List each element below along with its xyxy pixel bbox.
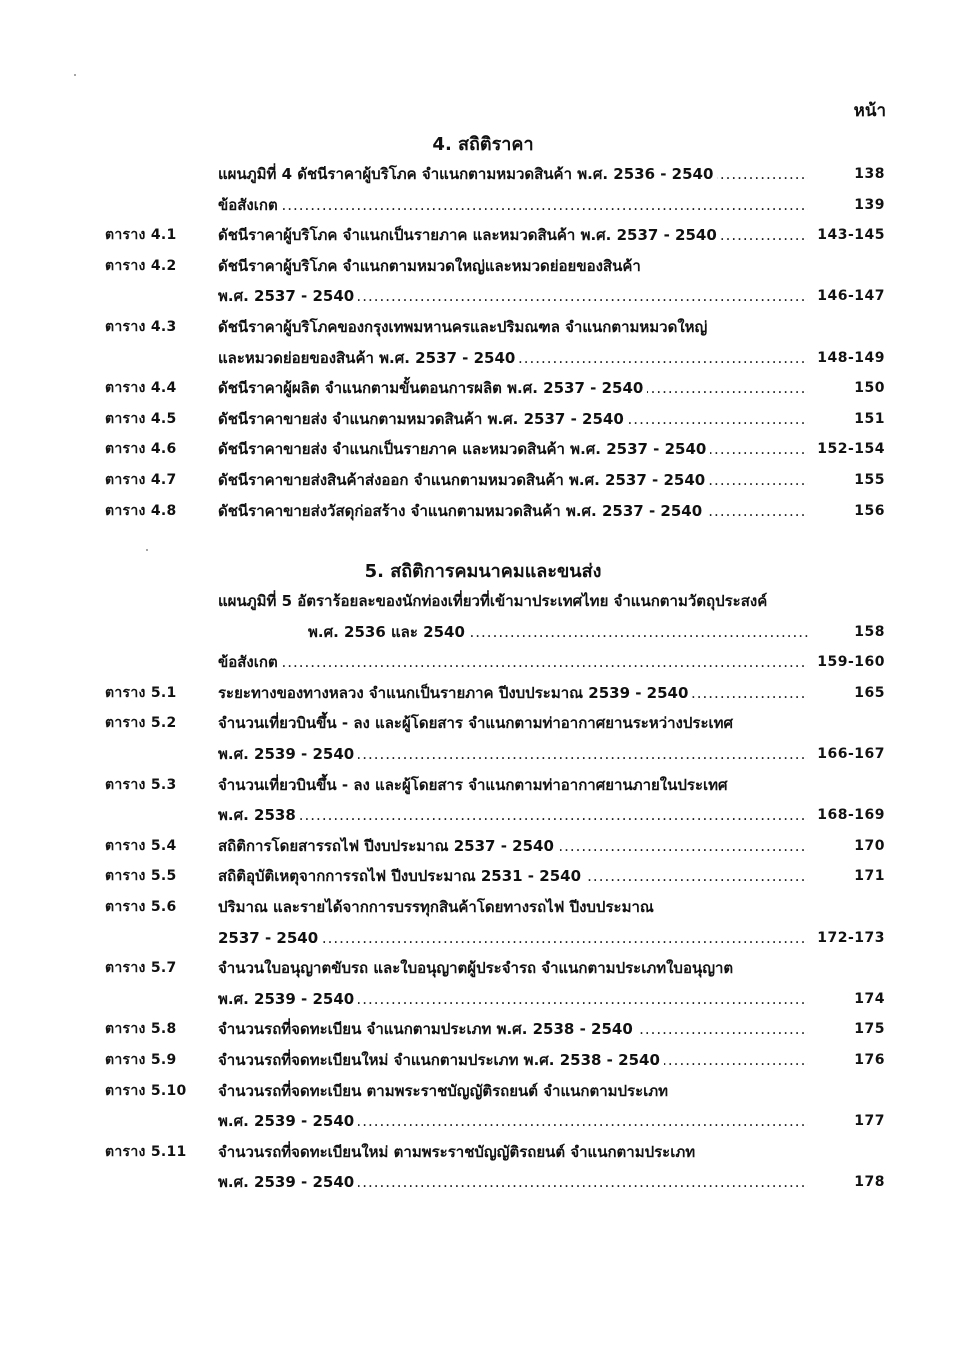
entry-title-text: จำนวนเที่ยวบินขึ้น - ลง และผู้โดยสาร จำแนกตามท่าอากาศยานระหว่างประเทศ xyxy=(218,714,737,732)
entry-title-text: พ.ศ. 2539 - 2540 xyxy=(218,1112,358,1130)
table-number: ตาราง 5.6 xyxy=(105,899,177,915)
entry-title xyxy=(218,742,808,766)
page-number: 150 xyxy=(854,380,885,397)
toc-entry-line xyxy=(0,254,966,278)
entry-title xyxy=(218,1140,808,1164)
entry-title-text: ปริมาณ และรายได้จากการบรรทุกสินค้าโดยทางรถไฟ ปีงบประมาณ xyxy=(218,898,658,916)
toc-entry-line xyxy=(0,711,966,735)
entry-title xyxy=(218,254,808,278)
page-number: 159-160 xyxy=(817,654,885,671)
toc-entry-line xyxy=(0,162,966,186)
table-number: ตาราง 4.6 xyxy=(105,441,177,458)
entry-title xyxy=(218,834,808,858)
toc-entry-line xyxy=(0,407,966,431)
page-number: 176 xyxy=(854,1052,885,1068)
entry-title-text: ดัชนีราคาผู้ผลิต จำแนกตามขั้นตอนการผลิต พ.ศ. 2537 - 2540 xyxy=(218,379,647,397)
entry-title xyxy=(218,895,808,919)
toc-entry-line xyxy=(0,223,966,247)
toc-entry-line xyxy=(0,1079,966,1103)
entry-title xyxy=(218,773,808,797)
table-number: ตาราง 5.2 xyxy=(105,715,177,732)
entry-title xyxy=(218,499,808,523)
page-number: 175 xyxy=(854,1021,885,1038)
table-number: ตาราง 5.8 xyxy=(105,1021,177,1038)
table-number: ตาราง 5.11 xyxy=(105,1143,187,1160)
toc-entry-line xyxy=(0,987,966,1011)
toc-entry-line xyxy=(0,1140,966,1164)
toc-entry-line xyxy=(0,620,966,644)
toc-entry-line xyxy=(0,193,966,217)
toc-entry-line xyxy=(0,589,966,613)
toc-entry-line xyxy=(0,834,966,858)
page-number: 148-149 xyxy=(817,349,885,366)
toc-entry-line xyxy=(0,468,966,492)
toc-entry-line xyxy=(0,864,966,888)
page-number: 146-147 xyxy=(817,288,885,305)
toc-entry-line xyxy=(0,650,966,674)
entry-title xyxy=(218,223,808,247)
page-number: 174 xyxy=(854,990,885,1007)
entry-title-text: พ.ศ. 2539 - 2540 xyxy=(218,1173,358,1191)
table-number: ตาราง 4.8 xyxy=(105,502,177,519)
entry-title xyxy=(218,864,808,888)
entry-title-text: ข้อสังเกต xyxy=(218,653,282,671)
table-number: ตาราง 4.5 xyxy=(105,410,177,427)
entry-title xyxy=(218,987,808,1011)
toc-entry-line xyxy=(0,346,966,370)
scan-speck xyxy=(146,549,148,551)
table-number: ตาราง 5.4 xyxy=(105,837,177,854)
toc-entry-line xyxy=(0,499,966,523)
entry-title xyxy=(218,803,808,827)
toc-entry-line xyxy=(0,1109,966,1133)
toc-entry-line xyxy=(0,284,966,308)
entry-title xyxy=(218,346,808,370)
entry-title xyxy=(218,468,808,492)
entry-title-text: แผนภูมิที่ 5 อัตราร้อยละของนักท่องเที่ยวที่เข้ามาประเทศไทย จำแนกตามวัตถุประสงค์ xyxy=(218,592,771,610)
page-number: 172-173 xyxy=(817,929,885,946)
entry-title-text: ดัชนีราคาผู้บริโภคของกรุงเทพมหานครและปริมณฑล จำแนกตามหมวดใหญ่ xyxy=(218,318,711,336)
section-title: 5. สถิติการคมนาคมและขนส่ง xyxy=(364,561,602,582)
entry-title-text: พ.ศ. 2539 - 2540 xyxy=(218,990,358,1008)
toc-entry-line xyxy=(0,1048,966,1072)
entry-title-text: จำนวนรถที่จดทะเบียนใหม่ ตามพระราชบัญญัติรถยนต์ จำแนกตามประเภท xyxy=(218,1143,699,1161)
table-number: ตาราง 4.1 xyxy=(105,227,177,244)
page-number: 171 xyxy=(854,868,885,885)
toc-entry-line xyxy=(0,742,966,766)
entry-title xyxy=(218,650,808,674)
entry-title-text: ดัชนีราคาขายส่ง จำแนกเป็นรายภาค และหมวดสินค้า พ.ศ. 2537 - 2540 xyxy=(218,440,710,458)
toc-entry-line xyxy=(0,895,966,919)
entry-title xyxy=(218,956,808,980)
toc-entry-line xyxy=(0,437,966,461)
toc-entry-line xyxy=(0,956,966,980)
entry-title xyxy=(218,1048,808,1072)
entry-title xyxy=(218,315,808,339)
page-number: 139 xyxy=(854,196,885,213)
toc-entry-line xyxy=(0,315,966,339)
entry-title xyxy=(218,711,808,735)
entry-title-text: ดัชนีราคาขายส่ง จำแนกตามหมวดสินค้า พ.ศ. 2537 - 2540 xyxy=(218,410,628,428)
entry-title xyxy=(218,1079,808,1103)
table-number: ตาราง 5.5 xyxy=(105,868,177,885)
table-number: ตาราง 5.3 xyxy=(105,776,177,793)
entry-title-text: 2537 - 2540 xyxy=(218,929,322,947)
table-number: ตาราง 4.3 xyxy=(105,319,177,335)
toc-entry-line xyxy=(0,803,966,827)
entry-title-text: ข้อสังเกต xyxy=(218,196,282,214)
entry-title xyxy=(218,162,808,186)
entry-title xyxy=(218,284,808,308)
page-number: 168-169 xyxy=(817,807,885,824)
toc-entry-line xyxy=(0,773,966,797)
section-title: 4. สถิติราคา xyxy=(432,134,534,155)
toc-entry-line xyxy=(0,376,966,400)
entry-title xyxy=(218,926,808,950)
table-number: ตาราง 5.10 xyxy=(105,1082,187,1099)
entry-title xyxy=(218,193,808,217)
page-number: 143-145 xyxy=(817,227,885,244)
entry-title-text: จำนวนเที่ยวบินขึ้น - ลง และผู้โดยสาร จำแนกตามท่าอากาศยานภายในประเทศ xyxy=(218,776,732,794)
page-number: 166-167 xyxy=(817,746,885,762)
toc-entry-line xyxy=(0,681,966,705)
table-number: ตาราง 4.2 xyxy=(105,257,177,274)
entry-title-text: ดัชนีราคาผู้บริโภค จำแนกเป็นรายภาค และหมวดสินค้า พ.ศ. 2537 - 2540 xyxy=(218,226,721,244)
table-number: ตาราง 5.9 xyxy=(105,1052,177,1068)
entry-title-text: จำนวนรถที่จดทะเบียน ตามพระราชบัญญัติรถยนต์ จำแนกตามประเภท xyxy=(218,1082,672,1100)
entry-title xyxy=(218,437,808,461)
entry-title-text: จำนวนรถที่จดทะเบียนใหม่ จำแนกตามประเภท พ.ศ. 2538 - 2540 xyxy=(218,1051,664,1069)
entry-title xyxy=(218,407,808,431)
entry-title xyxy=(218,1109,808,1133)
entry-title-text: พ.ศ. 2539 - 2540 xyxy=(218,745,358,763)
page-number: 178 xyxy=(854,1174,885,1191)
page-number: 151 xyxy=(854,410,885,427)
page-number: 152-154 xyxy=(817,441,885,458)
page-number: 156 xyxy=(854,502,885,519)
entry-title xyxy=(218,1017,808,1041)
entry-title xyxy=(218,589,808,613)
page-number: 165 xyxy=(854,684,885,701)
page-number: 170 xyxy=(854,837,885,854)
page-column-label: หน้า xyxy=(853,101,886,121)
table-number: ตาราง 4.7 xyxy=(105,472,177,488)
entry-title-text: ดัชนีราคาขายส่งสินค้าส่งออก จำแนกตามหมวดสินค้า พ.ศ. 2537 - 2540 xyxy=(218,471,709,489)
entry-title-text: สถิติการโดยสารรถไฟ ปีงบประมาณ 2537 - 2540 xyxy=(218,837,558,855)
entry-title-text: พ.ศ. 2536 และ 2540 xyxy=(308,623,469,641)
table-number: ตาราง 5.1 xyxy=(105,684,177,701)
toc-entry-line xyxy=(0,1017,966,1041)
entry-title-text: และหมวดย่อยของสินค้า พ.ศ. 2537 - 2540 xyxy=(218,349,519,367)
entry-title-text: แผนภูมิที่ 4 ดัชนีราคาผู้บริโภค จำแนกตามหมวดสินค้า พ.ศ. 2536 - 2540 xyxy=(218,165,717,183)
entry-title xyxy=(218,1170,808,1194)
entry-title-text: จำนวนรถที่จดทะเบียน จำแนกตามประเภท พ.ศ. 2538 - 2540 xyxy=(218,1020,637,1038)
entry-title-text: ดัชนีราคาผู้บริโภค จำแนกตามหมวดใหญ่และหมวดย่อยของสินค้า xyxy=(218,257,645,275)
scan-speck xyxy=(74,74,76,76)
table-number: ตาราง 5.7 xyxy=(105,960,177,977)
entry-title-text: พ.ศ. 2537 - 2540 xyxy=(218,287,358,305)
entry-title-text: ระยะทางของทางหลวง จำแนกเป็นรายภาค ปีงบประมาณ 2539 - 2540 xyxy=(218,684,692,702)
page-number: 155 xyxy=(854,472,885,488)
page-number: 158 xyxy=(854,623,885,640)
page-number: 138 xyxy=(854,166,885,182)
entry-title-text: ดัชนีราคาขายส่งวัสดุก่อสร้าง จำแนกตามหมวดสินค้า พ.ศ. 2537 - 2540 xyxy=(218,502,706,520)
entry-title xyxy=(218,376,808,400)
toc-entry-line xyxy=(0,926,966,950)
table-number: ตาราง 4.4 xyxy=(105,380,177,397)
entry-title-text: จำนวนใบอนุญาตขับรถ และใบอนุญาตผู้ประจำรถ จำแนกตามประเภทใบอนุญาต xyxy=(218,959,737,977)
entry-title-text: สถิติอุบัติเหตุจากการรถไฟ ปีงบประมาณ 2531 - 2540 xyxy=(218,867,585,885)
page-number: 177 xyxy=(854,1113,885,1130)
entry-title xyxy=(218,681,808,705)
entry-title xyxy=(308,620,808,644)
toc-entry-line xyxy=(0,1170,966,1194)
entry-title-text: พ.ศ. 2538 xyxy=(218,806,300,824)
